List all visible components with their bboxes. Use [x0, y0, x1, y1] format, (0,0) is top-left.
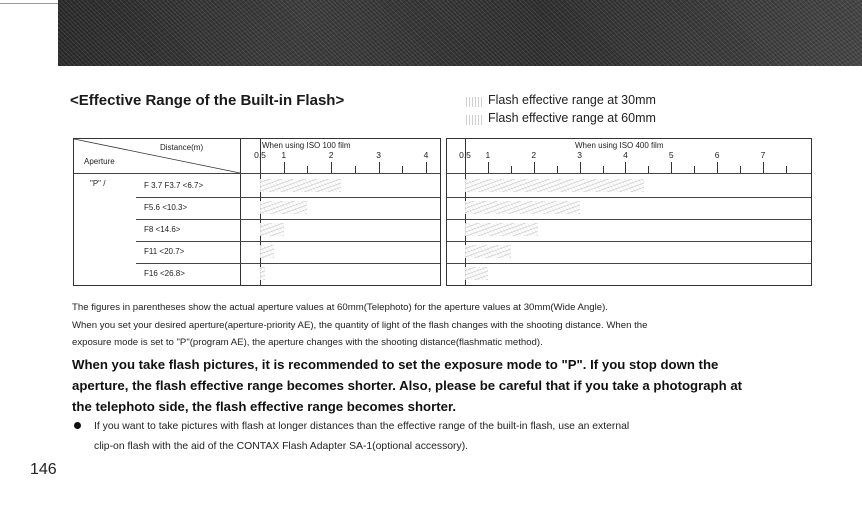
- aperture-value: F11 <20.7>: [144, 247, 185, 256]
- scale-tick: [426, 162, 427, 173]
- legend-swatch-30mm: [466, 97, 484, 107]
- header-diagonal: [74, 139, 240, 173]
- note-aperture-2: exposure mode is set to "P"(program AE), the aperture changes with the shooting distance(flashmatic method).: [72, 337, 543, 348]
- scale-tick: [763, 162, 764, 173]
- range-bar: [465, 223, 538, 236]
- aperture-value: F5.6 <10.3>: [144, 203, 188, 212]
- note-aperture-1: When you set your desired aperture(aperture-priority AE), the quantity of light of the flash changes with the shooting distance. When the: [72, 320, 648, 331]
- note-parentheses: The figures in parentheses show the actual aperture values at 60mm(Telephoto) for the aperture values at 30mm(Wide Angle).: [72, 302, 608, 313]
- range-bar: [465, 179, 644, 192]
- scale-label: 1: [485, 150, 491, 160]
- scale-tick: [580, 162, 581, 173]
- scale-label: 6: [714, 150, 720, 160]
- range-bar: [260, 267, 265, 280]
- section-title: <Effective Range of the Built-in Flash>: [70, 92, 345, 109]
- recommendation-line-3: the telephoto side, the flash effective range becomes shorter.: [72, 399, 457, 414]
- scale-label: 7: [760, 150, 766, 160]
- header-photo-strip: [58, 0, 862, 66]
- iso400-range-table: [446, 138, 812, 286]
- scale-label: 3: [577, 150, 582, 160]
- scale-label: 2: [531, 150, 537, 160]
- top-rule: [0, 3, 60, 4]
- mode-label: "P" /: [90, 179, 106, 188]
- aperture-value: F8 <14.6>: [144, 225, 181, 234]
- scale-tick: [603, 166, 604, 173]
- scale-tick: [717, 162, 718, 173]
- scale-tick: [740, 166, 741, 173]
- scale-tick: [402, 166, 403, 173]
- external-flash-note-line-2: clip-on flash with the aid of the CONTAX Flash Adapter SA-1(optional accessory).: [94, 441, 469, 452]
- scale-tick: [307, 166, 308, 173]
- scale-tick: [694, 166, 695, 173]
- scale-tick: [534, 162, 535, 173]
- range-bar: [465, 267, 488, 280]
- legend-30mm: Flash effective range at 30mm: [488, 93, 656, 107]
- range-bar: [260, 245, 274, 258]
- recommendation-line-1: When you take flash pictures, it is recommended to set the exposure mode to "P". If you stop down the: [72, 357, 719, 372]
- scale-tick: [379, 162, 380, 173]
- range-bar: [465, 201, 580, 214]
- external-flash-note-line-1: If you want to take pictures with flash at longer distances than the effective range of the built-in flash, use an external: [94, 421, 630, 432]
- scale-tick: [355, 166, 356, 173]
- distance-header: Distance(m): [160, 143, 204, 152]
- row-divider: [136, 197, 440, 198]
- aperture-value: F16 <26.8>: [144, 269, 185, 278]
- row-divider: [136, 241, 440, 242]
- scale-tick: [671, 162, 672, 173]
- scale-tick: [625, 162, 626, 173]
- scale-tick: [648, 166, 649, 173]
- scale-label: 3: [376, 150, 381, 160]
- bullet-icon: [72, 419, 84, 431]
- scale-label: 4: [423, 150, 429, 160]
- header-rule: [447, 173, 811, 174]
- scale-label: 0.5: [254, 150, 266, 160]
- row-divider: [447, 219, 811, 220]
- scale-label: 1: [281, 150, 287, 160]
- scale-tick: [331, 162, 332, 173]
- scale-label: 5: [668, 150, 674, 160]
- scale-tick: [488, 162, 489, 173]
- range-bar: [260, 223, 284, 236]
- iso100-range-table: [73, 138, 441, 286]
- scale-tick: [786, 166, 787, 173]
- iso100-header: When using ISO 100 film: [262, 141, 351, 150]
- scale-tick: [284, 162, 285, 173]
- scale-tick: [511, 166, 512, 173]
- range-bar: [260, 201, 307, 214]
- row-divider: [136, 263, 440, 264]
- aperture-header: Aperture: [84, 157, 115, 166]
- header-rule: [74, 173, 440, 174]
- row-divider: [447, 241, 811, 242]
- scale-tick: [557, 166, 558, 173]
- row-divider: [447, 263, 811, 264]
- page-number: 146: [30, 461, 57, 478]
- legend-swatch-60mm: [466, 115, 484, 125]
- range-bar: [260, 179, 341, 192]
- recommendation-line-2: aperture, the flash effective range becomes shorter. Also, please be careful that if you take a photograph at: [72, 378, 743, 393]
- scale-label: 0.5: [459, 150, 471, 160]
- range-bar: [465, 245, 511, 258]
- row-divider: [136, 219, 440, 220]
- external-flash-note: [94, 417, 794, 457]
- legend-60mm: Flash effective range at 60mm: [488, 111, 656, 125]
- scale-label: 4: [623, 150, 628, 160]
- aperture-value: F 3.7 F3.7 <6.7>: [144, 181, 204, 190]
- scale-label: 2: [328, 150, 334, 160]
- iso400-header: When using ISO 400 film: [575, 141, 664, 150]
- row-divider: [447, 197, 811, 198]
